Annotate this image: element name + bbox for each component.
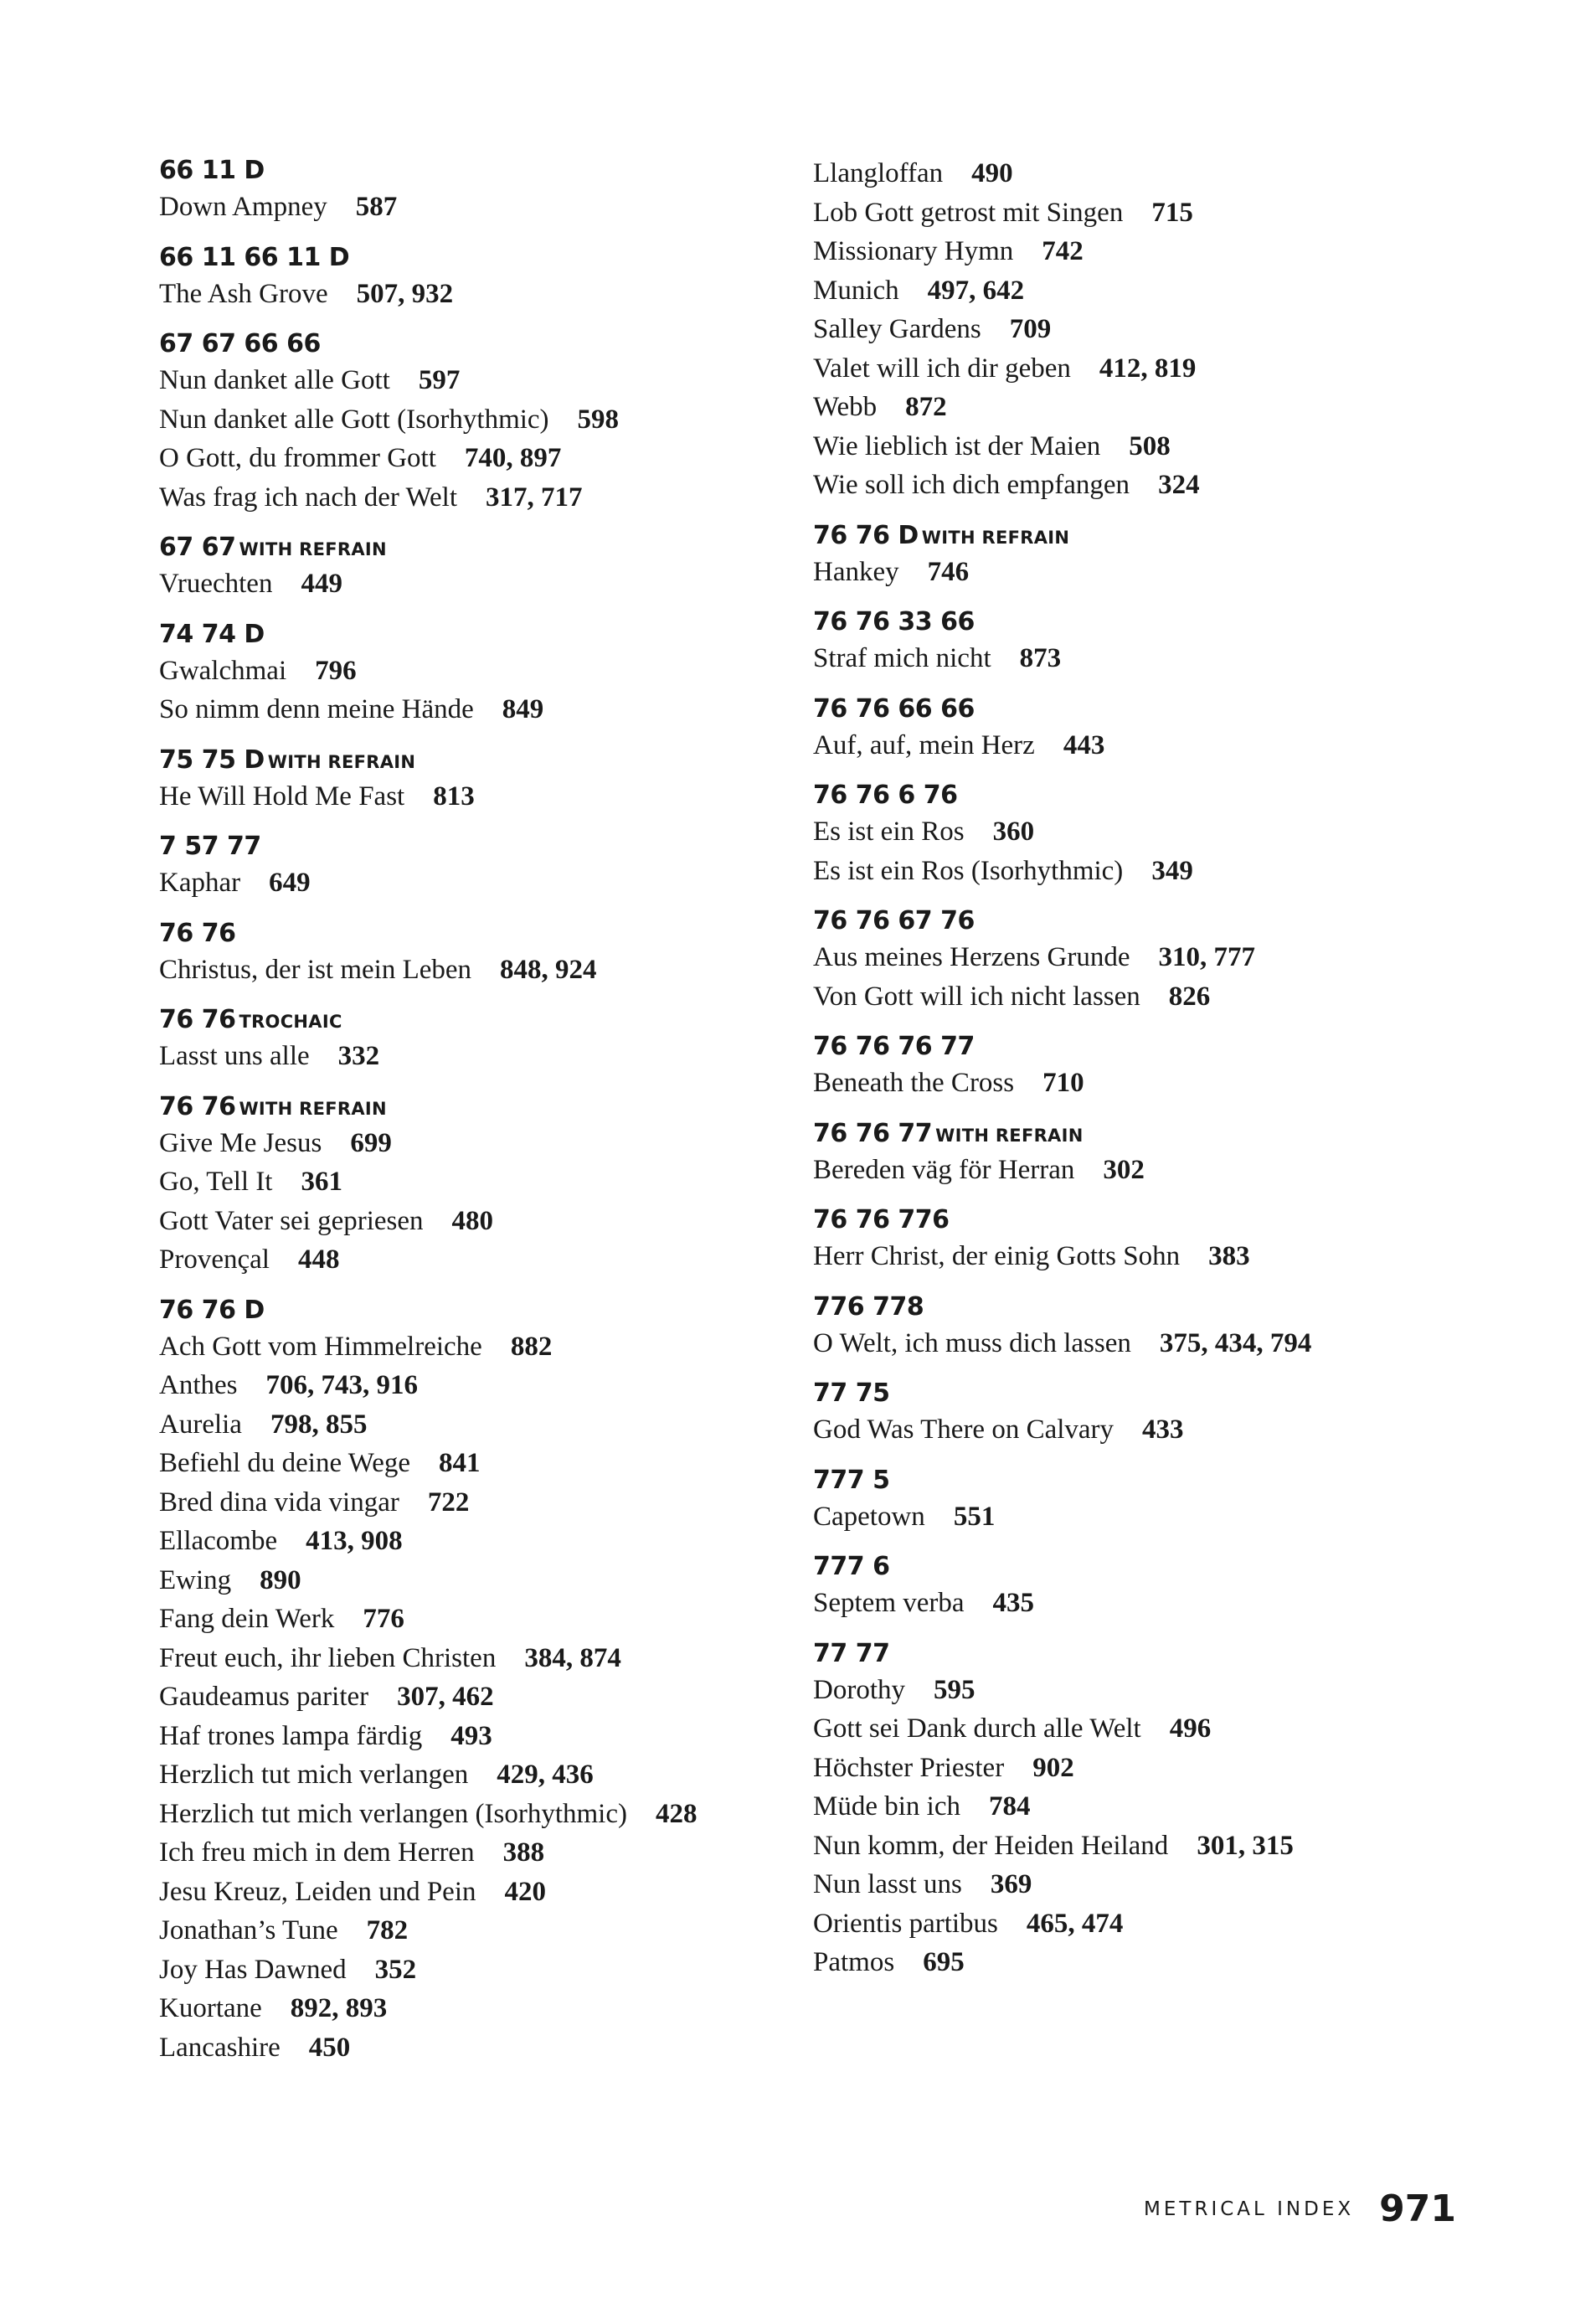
tune-entry [159,275,795,314]
tune-name: Go, Tell It [159,1167,273,1197]
tune-entry [159,1950,795,1990]
meter-value: 76 76 33 66 [813,607,975,636]
meter-value: 77 75 [813,1378,890,1408]
tune-entry [813,1787,1466,1827]
hymn-numbers: 784 [988,1791,1031,1822]
hymn-numbers: 508 [1129,430,1171,461]
meter-heading [813,779,1466,812]
tune-entry [159,1240,795,1280]
hymn-numbers: 872 [905,392,947,422]
meter-heading [159,1003,795,1037]
tune-entry [159,863,795,903]
meter-heading [159,744,795,777]
tune-entry [159,361,795,400]
tune-name: Vruechten [159,569,273,599]
tune-name: Es ist ein Ros [813,817,965,847]
tune-entry [813,1497,1466,1537]
tune-name: Wie soll ich dich empfangen [813,470,1130,500]
tune-name: Ewing [159,1564,232,1595]
tune-name: Lob Gott getrost mit Singen [813,197,1124,228]
tune-entry [159,1483,795,1523]
tune-name: Jonathan’s Tune [159,1915,338,1945]
meter-group [159,618,795,729]
tune-name: Kaphar [159,868,241,898]
tune-entry [813,1904,1466,1944]
tune-name: So nimm denn meine Hände [159,694,474,724]
running-footer [1144,2187,1456,2230]
meter-heading [159,154,795,188]
hymn-numbers: 496 [1169,1713,1212,1744]
tune-name: Ellacombe [159,1526,278,1556]
meter-heading [813,904,1466,938]
tune-entry [159,1037,795,1076]
meter-value: 76 76 D [813,520,919,550]
tune-entry [813,1410,1466,1450]
tune-name: Gott sei Dank durch alle Welt [813,1713,1141,1744]
hymn-numbers: 301, 315 [1197,1830,1294,1861]
tune-name: Gaudeamus pariter [159,1682,369,1712]
tune-entry [813,812,1466,852]
tune-entry [813,427,1466,466]
tune-name: Herzlich tut mich verlangen (Isorhythmic) [159,1798,627,1829]
hymn-numbers: 848, 924 [500,954,597,985]
meter-heading [813,1637,1466,1671]
tune-name: Orientis partibus [813,1908,998,1939]
tune-entry [813,1943,1466,1982]
meter-qualifier: TROCHAIC [239,1012,342,1032]
hymn-numbers: 369 [990,1869,1032,1899]
hymn-numbers: 597 [418,365,461,395]
tune-entry [159,652,795,691]
tune-name: Beneath the Cross [813,1068,1015,1098]
meter-group [813,779,1466,890]
tune-name: He Will Hold Me Fast [159,781,405,812]
tune-name: Auf, auf, mein Herz [813,729,1035,760]
tune-name: Höchster Priester [813,1752,1005,1783]
hymn-numbers: 332 [337,1041,380,1071]
hymn-numbers: 302 [1103,1154,1145,1185]
tune-name: Aus meines Herzens Grunde [813,942,1130,972]
tune-name: Ach Gott vom Himmelreiche [159,1331,482,1362]
meter-value: 76 76 D [159,1295,265,1325]
hymn-numbers: 722 [427,1487,470,1518]
meter-heading [813,1030,1466,1064]
tune-entry [813,1865,1466,1904]
tune-entry [159,1873,795,1912]
hymn-numbers: 892, 893 [290,1993,388,2023]
hymn-numbers: 776 [363,1604,404,1634]
meter-group [159,1003,795,1076]
meter-value: 76 76 76 77 [813,1032,975,1061]
hymn-numbers: 710 [1042,1068,1084,1098]
tune-entry [813,349,1466,389]
meter-heading [159,1090,795,1124]
tune-entry [813,1151,1466,1190]
tune-entry [159,1833,795,1873]
meter-group [813,1637,1466,1982]
meter-group [813,1550,1466,1623]
hymn-numbers: 595 [934,1674,975,1705]
tune-entry [813,1709,1466,1749]
tune-entry [159,951,795,990]
hymn-numbers: 448 [297,1244,340,1275]
tune-name: Joy Has Dawned [159,1954,347,1985]
meter-group [813,1030,1466,1103]
tune-entry [159,1911,795,1950]
tune-entry [159,1444,795,1483]
hymn-numbers: 649 [269,868,311,898]
meter-group [159,154,795,227]
meter-value: 75 75 D [159,745,265,775]
tune-entry [159,2028,795,2068]
hymn-numbers: 706, 743, 916 [265,1370,418,1400]
tune-name: Nun danket alle Gott (Isorhythmic) [159,404,549,435]
meter-heading [813,1377,1466,1410]
tune-entry [813,852,1466,891]
tune-entry [813,639,1466,678]
tune-entry [159,1755,795,1795]
meter-heading [159,830,795,863]
tune-name: Jesu Kreuz, Leiden und Pein [159,1876,476,1907]
meter-heading [159,241,795,275]
tune-name: Ich freu mich in dem Herren [159,1837,475,1868]
meter-group [159,531,795,604]
hymn-numbers: 497, 642 [927,275,1025,306]
hymn-numbers: 349 [1151,855,1193,886]
tune-name: Befiehl du deine Wege [159,1448,411,1478]
hymn-numbers: 796 [315,655,357,686]
tune-name: Lasst uns alle [159,1041,310,1071]
meter-value: 66 11 D [159,156,265,185]
hymn-numbers: 433 [1142,1414,1184,1445]
tune-entry [813,232,1466,271]
hymn-numbers: 352 [374,1954,417,1985]
meter-group [159,1294,795,2068]
tune-entry [159,1639,795,1678]
hymn-numbers: 383 [1208,1241,1250,1271]
hymn-numbers: 375, 434, 794 [1159,1327,1312,1358]
tune-entry [159,1162,795,1202]
meter-value: 76 76 67 76 [813,906,975,935]
hymn-numbers: 873 [1019,643,1062,673]
tune-name: Capetown [813,1501,925,1532]
tune-entry [159,1561,795,1600]
hymn-numbers: 465, 474 [1026,1908,1124,1939]
meter-value: 77 77 [813,1638,890,1668]
hymn-numbers: 450 [308,2032,351,2063]
meter-qualifier: WITH REFRAIN [239,1098,387,1119]
hymn-numbers: 709 [1009,314,1052,344]
tune-name: Missionary Hymn [813,236,1014,266]
hymn-numbers: 826 [1168,981,1211,1012]
meter-value: 76 76 [159,1005,236,1034]
tune-entry [813,310,1466,349]
hymn-numbers: 740, 897 [464,443,562,473]
meter-heading [159,917,795,951]
tune-name: Von Gott will ich nicht lassen [813,981,1140,1012]
meter-heading [813,519,1466,553]
hymn-numbers: 443 [1063,729,1105,760]
meter-heading [813,693,1466,726]
hymn-numbers: 813 [433,781,475,812]
meter-group [813,904,1466,1016]
tune-name: Gwalchmai [159,655,287,686]
hymn-numbers: 742 [1042,236,1084,266]
tune-name: Bred dina vida vingar [159,1487,399,1518]
hymn-numbers: 699 [350,1127,392,1158]
tune-name: Herzlich tut mich verlangen [159,1760,469,1790]
hymn-numbers: 695 [923,1947,965,1977]
meter-value: 777 5 [813,1465,890,1495]
meter-heading [159,531,795,564]
meter-heading [159,618,795,652]
tune-name: Valet will ich dir geben [813,353,1071,384]
continued-entries [813,154,1466,505]
tune-name: Was frag ich nach der Welt [159,482,458,513]
hymn-numbers: 507, 932 [356,278,454,309]
meter-value: 66 11 66 11 D [159,242,350,272]
hymn-numbers: 307, 462 [397,1682,494,1712]
hymn-numbers: 480 [451,1205,494,1236]
hymn-numbers: 361 [301,1167,342,1197]
meter-group [159,241,795,314]
hymn-numbers: 782 [366,1915,409,1945]
tune-entry [159,1677,795,1717]
meter-qualifier: WITH REFRAIN [921,527,1070,548]
tune-entry [813,1324,1466,1363]
meter-group [813,605,1466,678]
hymn-numbers: 384, 874 [524,1642,621,1673]
tune-entry [159,1989,795,2028]
hymn-numbers: 798, 855 [270,1409,368,1440]
meter-value: 7 57 77 [159,832,261,861]
tune-name: Herr Christ, der einig Gotts Sohn [813,1241,1181,1271]
tune-name: Nun danket alle Gott [159,365,390,395]
tune-name: Give Me Jesus [159,1127,322,1158]
hymn-numbers: 882 [510,1331,553,1362]
tune-entry [159,1202,795,1241]
tune-entry [813,1827,1466,1866]
tune-name: Christus, der ist mein Leben [159,954,472,985]
meter-heading [813,1464,1466,1497]
hymn-numbers: 360 [992,817,1035,847]
meter-group [813,1377,1466,1450]
meter-group [159,327,795,517]
tune-entry [813,1584,1466,1623]
tune-name: Gott Vater sei gepriesen [159,1205,424,1236]
tune-name: Patmos [813,1947,895,1977]
meter-heading [159,327,795,361]
tune-entry [813,271,1466,311]
tune-entry [813,388,1466,427]
hymn-numbers: 317, 717 [486,482,583,513]
tune-entry [813,154,1466,193]
meter-heading [813,1291,1466,1324]
hymn-numbers: 551 [953,1501,996,1532]
right-column [813,154,1466,1997]
tune-entry [159,400,795,440]
meter-group [813,693,1466,765]
tune-name: Dorothy [813,1674,905,1705]
tune-name: Wie lieblich ist der Maien [813,430,1101,461]
hymn-numbers: 388 [502,1837,545,1868]
tune-name: Down Ampney [159,192,327,222]
hymn-numbers: 490 [971,158,1013,188]
tune-entry [159,777,795,817]
tune-entry [813,1749,1466,1788]
tune-name: Llangloffan [813,158,944,188]
tune-name: Müde bin ich [813,1791,960,1822]
tune-entry [813,726,1466,765]
meter-qualifier: WITH REFRAIN [935,1125,1084,1146]
section-title: METRICAL INDEX [1144,2198,1355,2220]
tune-name: Provençal [159,1244,270,1275]
meter-value: 777 6 [813,1552,890,1581]
tune-entry [159,439,795,478]
meter-value: 74 74 D [159,619,265,649]
meter-value: 76 76 776 [813,1205,950,1234]
meter-qualifier: WITH REFRAIN [267,751,416,772]
tune-name: Nun lasst uns [813,1869,962,1899]
meter-qualifier: WITH REFRAIN [239,539,387,559]
hymn-numbers: 435 [992,1588,1035,1618]
hymn-numbers: 412, 819 [1099,353,1197,384]
tune-entry [159,478,795,518]
tune-name: Munich [813,275,899,306]
tune-entry [159,1124,795,1163]
tune-entry [813,938,1466,977]
tune-entry [159,188,795,227]
tune-entry [159,1795,795,1834]
hymn-numbers: 849 [502,694,544,724]
meter-group [159,917,795,990]
hymn-numbers: 493 [450,1720,492,1751]
meter-group [159,830,795,903]
tune-name: Straf mich nicht [813,643,991,673]
tune-name: The Ash Grove [159,278,328,309]
tune-name: Anthes [159,1370,238,1400]
tune-name: Haf trones lampa färdig [159,1720,423,1751]
tune-name: O Gott, du frommer Gott [159,443,436,473]
tune-entry [159,690,795,729]
tune-name: Fang dein Werk [159,1604,335,1634]
meter-group [813,519,1466,592]
meter-heading [813,605,1466,639]
tune-name: O Welt, ich muss dich lassen [813,1327,1131,1358]
tune-entry [159,1717,795,1756]
meter-value: 76 76 [159,918,236,948]
meter-heading [159,1294,795,1327]
meter-value: 76 76 77 [813,1118,933,1148]
tune-entry [159,1366,795,1405]
tune-name: Aurelia [159,1409,242,1440]
tune-entry [813,466,1466,505]
hymn-numbers: 841 [439,1448,481,1478]
hymn-numbers: 587 [355,192,398,222]
meter-group [813,1117,1466,1190]
tune-entry [159,1522,795,1561]
left-column [159,154,795,2081]
hymn-numbers: 324 [1158,470,1200,500]
tune-name: God Was There on Calvary [813,1414,1114,1445]
hymn-numbers: 413, 908 [306,1526,403,1556]
page-number: 971 [1379,2187,1456,2230]
tune-name: Salley Gardens [813,314,981,344]
hymn-numbers: 902 [1032,1752,1074,1783]
tune-name: Bereden väg för Herran [813,1154,1075,1185]
tune-entry [813,193,1466,233]
tune-entry [813,977,1466,1017]
meter-value: 776 778 [813,1291,924,1322]
hymn-numbers: 715 [1151,197,1193,228]
tune-name: Kuortane [159,1993,262,2023]
meter-group [813,1203,1466,1276]
tune-name: Freut euch, ihr lieben Christen [159,1642,497,1673]
tune-entry [159,1327,795,1367]
meter-group [159,744,795,817]
hymn-numbers: 449 [301,569,342,599]
tune-name: Nun komm, der Heiden Heiland [813,1830,1169,1861]
hymn-numbers: 420 [504,1876,546,1907]
meter-value: 67 67 [159,533,236,562]
meter-heading [813,1550,1466,1584]
tune-name: Septem verba [813,1588,965,1618]
hymn-numbers: 429, 436 [497,1760,594,1790]
tune-entry [159,1405,795,1445]
meter-value: 76 76 66 66 [813,693,975,724]
tune-entry [813,1064,1466,1103]
meter-heading [813,1117,1466,1151]
hymn-numbers: 428 [655,1798,697,1829]
hymn-numbers: 890 [260,1564,301,1595]
tune-name: Webb [813,392,878,422]
hymn-numbers: 598 [577,404,620,435]
hymn-numbers: 746 [927,556,970,587]
meter-value: 76 76 [159,1091,236,1121]
tune-name: Es ist ein Ros (Isorhythmic) [813,855,1124,886]
meter-value: 67 67 66 66 [159,329,321,358]
tune-entry [813,1237,1466,1276]
hymn-numbers: 310, 777 [1158,942,1255,972]
tune-entry [159,564,795,604]
tune-entry [813,1671,1466,1710]
meter-group [813,1464,1466,1537]
tune-entry [159,1600,795,1639]
meter-group [813,1291,1466,1363]
tune-entry [813,553,1466,592]
meter-group [159,1090,795,1280]
meter-value: 76 76 6 76 [813,781,958,810]
tune-name: Lancashire [159,2032,281,2063]
meter-heading [813,1203,1466,1237]
tune-name: Hankey [813,556,899,587]
